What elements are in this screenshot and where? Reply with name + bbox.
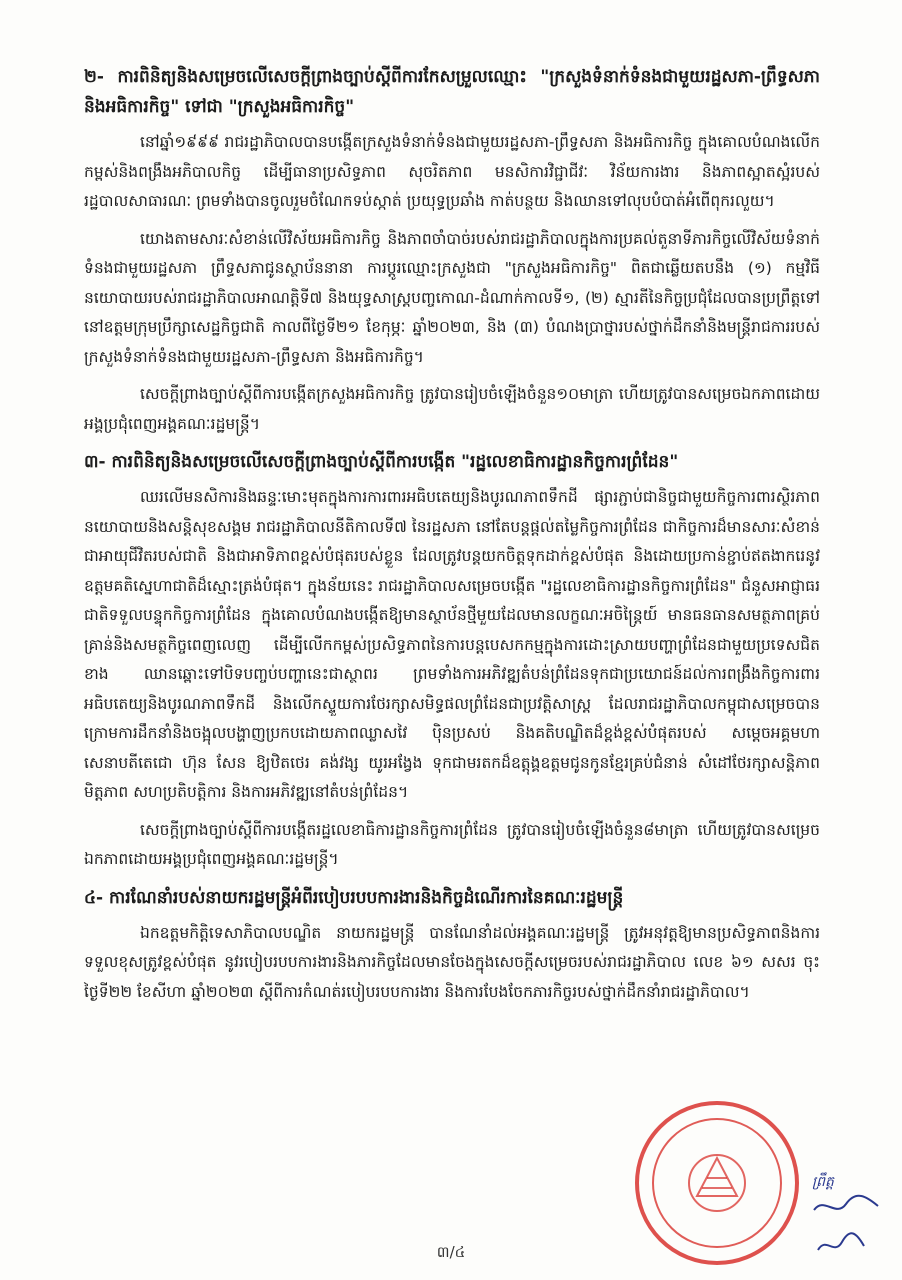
document-body xyxy=(84,62,820,1015)
official-seal-icon xyxy=(632,1088,802,1268)
paragraph: ឈរលើមនសិការនិងឆន្ទៈមោះមុតក្នុងការការពារអធិបតេយ្យនិងបូរណភាពទឹកដី ផ្សារភ្ជាប់ជានិច្ចជាមួយកិច្ចការពារស្ថិរភាពនយោបាយនិងសន្តិសុខសង្គម រាជរដ្ឋាភិបាលនីតិកាលទី៧ នៃរដ្ឋសភា នៅតែបន្តផ្ដល់តម្លៃកិច្ចការព្រំដែន ជាកិច្ចការដ៏មានសារៈសំខាន់ ជាអាយុជីវិតរបស់ជាតិ និងជាអាទិភាពខ្ពស់បំផុតរបស់ខ្លួន ដែលត្រូវបន្តយកចិត្តទុកដាក់ខ្ពស់បំផុត និងដោយប្រកាន់ខ្ជាប់ឥតងាករេនូវឧត្តមគតិស្នេហាជាតិដ៏ស្មោះត្រង់បំផុត។ ក្នុងន័យនេះ រាជរដ្ឋាភិបាលសម្រេចបង្កើត "រដ្ឋលេខាធិការដ្ឋានកិច្ចការព្រំដែន" ជំនួសអាជ្ញាធរជាតិទទួលបន្ទុកកិច្ចការព្រំដែន ក្នុងគោលបំណងបង្កើតឱ្យមានស្ថាប័នថ្មីមួយដែលមានលក្ខណៈអចិន្ត្រៃយ៍ មានធនធានសមត្ថភាពគ្រប់គ្រាន់និងសមត្ថកិច្ចពេញលេញ ដើម្បីលើកកម្ពស់ប្រសិទ្ធភាពនៃការបន្តបេសកកម្មក្នុងការដោះស្រាយបញ្ហាព្រំដែនជាមួយប្រទេសជិតខាង ឈានឆ្ពោះទៅបិទបញ្ចប់បញ្ហានេះជាស្ថាពរ ព្រមទាំងការអភិវឌ្ឍតំបន់ព្រំដែនទុកជាប្រយោជន៍ដល់ការពង្រឹងកិច្ចការពារអធិបតេយ្យនិងបូរណភាពទឹកដី និងលើកស្ទួយការថែរក្សាសមិទ្ធផលព្រំដែនជាប្រវត្តិសាស្ត្រ ដែលរាជរដ្ឋាភិបាលកម្ពុជាសម្រេចបាន ក្រោមការដឹកនាំនិងចង្អុលបង្ហាញប្រកបដោយភាពឈ្លាសវៃ ប៉ិនប្រសប់ និងគតិបណ្ឌិតដ៏ខ្ពង់ខ្ពស់បំផុតរបស់ សម្ដេចអគ្គមហាសេនាបតីតេជោ ហ៊ុន សែន ឱ្យឋិតថេរ គង់វង្ស យូរអង្វែង ទុកជាមរតកដ៏ឧត្ដុង្គឧត្ដមជូនកូនខ្មែរគ្រប់ជំនាន់ សំដៅថែរក្សាសន្តិភាព មិត្តភាព សហប្រតិបត្តិការ និងការអភិវឌ្ឍនៅតំបន់ព្រំដែន។ xyxy=(84,488,820,801)
section-2 xyxy=(84,62,820,439)
paragraph: សេចក្ដីព្រាងច្បាប់ស្ដីពីការបង្កើតក្រសួងអធិការកិច្ច ត្រូវបានរៀបចំឡើងចំនួន១០មាត្រា ហើយត្រូវបានសម្រេចឯកភាពដោយអង្គប្រជុំពេញអង្គគណៈរដ្ឋមន្ត្រី។ xyxy=(84,385,820,433)
section-heading: ២- ការពិនិត្យនិងសម្រេចលើសេចក្ដីព្រាងច្បាប់ស្ដីពីការកែសម្រួលឈ្មោះ "ក្រសួងទំនាក់ទំនងជាមួយរដ្ឋសភា-ព្រឹទ្ធសភា និងអធិការកិច្ច" ទៅជា "ក្រសួងអធិការកិច្ច" xyxy=(84,67,820,117)
section-heading: ៤- ការណែនាំរបស់នាយករដ្ឋមន្ត្រីអំពីរបៀបរបបការងារនិងកិច្ចដំណើរការនៃគណៈរដ្ឋមន្ត្រី xyxy=(84,887,624,908)
page-number: ៣/៤ xyxy=(436,1243,466,1261)
paragraph: សេចក្ដីព្រាងច្បាប់ស្ដីពីការបង្កើតរដ្ឋលេខាធិការដ្ឋានកិច្ចការព្រំដែន ត្រូវបានរៀបចំឡើងចំនួន៨មាត្រា ហើយត្រូវបានសម្រេចឯកភាពដោយអង្គប្រជុំពេញអង្គគណៈរដ្ឋមន្ត្រី។ xyxy=(84,820,820,868)
paragraph: នៅឆ្នាំ១៩៩៩ រាជរដ្ឋាភិបាលបានបង្កើតក្រសួងទំនាក់ទំនងជាមួយរដ្ឋសភា-ព្រឹទ្ធសភា និងអធិការកិច្ច ក្នុងគោលបំណងលើកកម្ពស់និងពង្រឹងអភិបាលកិច្ច ដើម្បីធានាប្រសិទ្ធភាព សុចរិតភាព មនសិការវិជ្ជាជីវៈ វិន័យការងារ និងភាពស្អាតស្អំរបស់រដ្ឋបាលសាធារណៈ ព្រមទាំងបានចូលរួមចំណែកទប់ស្កាត់ ប្រយុទ្ធប្រឆាំង កាត់បន្ថយ និងឈានទៅលុបបំបាត់អំពើពុករលួយ។ xyxy=(84,133,820,210)
handwritten-note: ព្រឹត្ត xyxy=(812,1174,834,1190)
paragraph: យោងតាមសារៈសំខាន់លើវិស័យអធិការកិច្ច និងភាពចាំបាច់របស់រាជរដ្ឋាភិបាលក្នុងការប្រគល់តួនាទីភារកិច្ចលើវិស័យទំនាក់ទំនងជាមួយរដ្ឋសភា ព្រឹទ្ធសភាជូនស្ថាប័ននានា ការប្ដូរឈ្មោះក្រសួងជា "ក្រសួងអធិការកិច្ច" ពិតជាឆ្លើយតបនឹង (១) កម្មវិធីនយោបាយរបស់រាជរដ្ឋាភិបាលអាណត្តិទី៧ និងយុទ្ធសាស្ត្របញ្ចកោណ-ដំណាក់កាលទី១, (២) ស្មារតីនៃកិច្ចប្រជុំដែលបានប្រព្រឹត្តទៅនៅឧត្តមក្រុមប្រឹក្សាសេដ្ឋកិច្ចជាតិ កាលពីថ្ងៃទី២១ ខែកុម្ភៈ ឆ្នាំ២០២៣, និង (៣) បំណងប្រាថ្នារបស់ថ្នាក់ដឹកនាំនិងមន្ត្រីរាជការរបស់ក្រសួងទំនាក់ទំនងជាមួយរដ្ឋសភា-ព្រឹទ្ធសភា និងអធិការកិច្ច។ xyxy=(84,229,820,366)
section-4 xyxy=(84,883,820,1008)
paragraph: ឯកឧត្តមកិត្តិទេសាភិបាលបណ្ឌិត នាយករដ្ឋមន្ត្រី បានណែនាំដល់អង្គគណៈរដ្ឋមន្ត្រី ត្រូវអនុវត្តឱ្យមានប្រសិទ្ធភាពនិងការទទួលខុសត្រូវខ្ពស់បំផុត នូវរបៀបរបបការងារនិងភារកិច្ចដែលមានចែងក្នុងសេចក្ដីសម្រេចរបស់រាជរដ្ឋាភិបាល លេខ ៦១ សសរ ចុះថ្ងៃទី២២ ខែសីហា ឆ្នាំ២០២៣ ស្ដីពីការកំណត់របៀបរបបការងារ និងការបែងចែកភារកិច្ចរបស់ថ្នាក់ដឹកនាំរាជរដ្ឋាភិបាល។ xyxy=(84,923,820,1001)
section-heading: ៣- ការពិនិត្យនិងសម្រេចលើសេចក្ដីព្រាងច្បាប់ស្ដីពីការបង្កើត "រដ្ឋលេខាធិការដ្ឋានកិច្ចការព្រំដែន" xyxy=(84,452,679,472)
section-3 xyxy=(84,447,820,875)
